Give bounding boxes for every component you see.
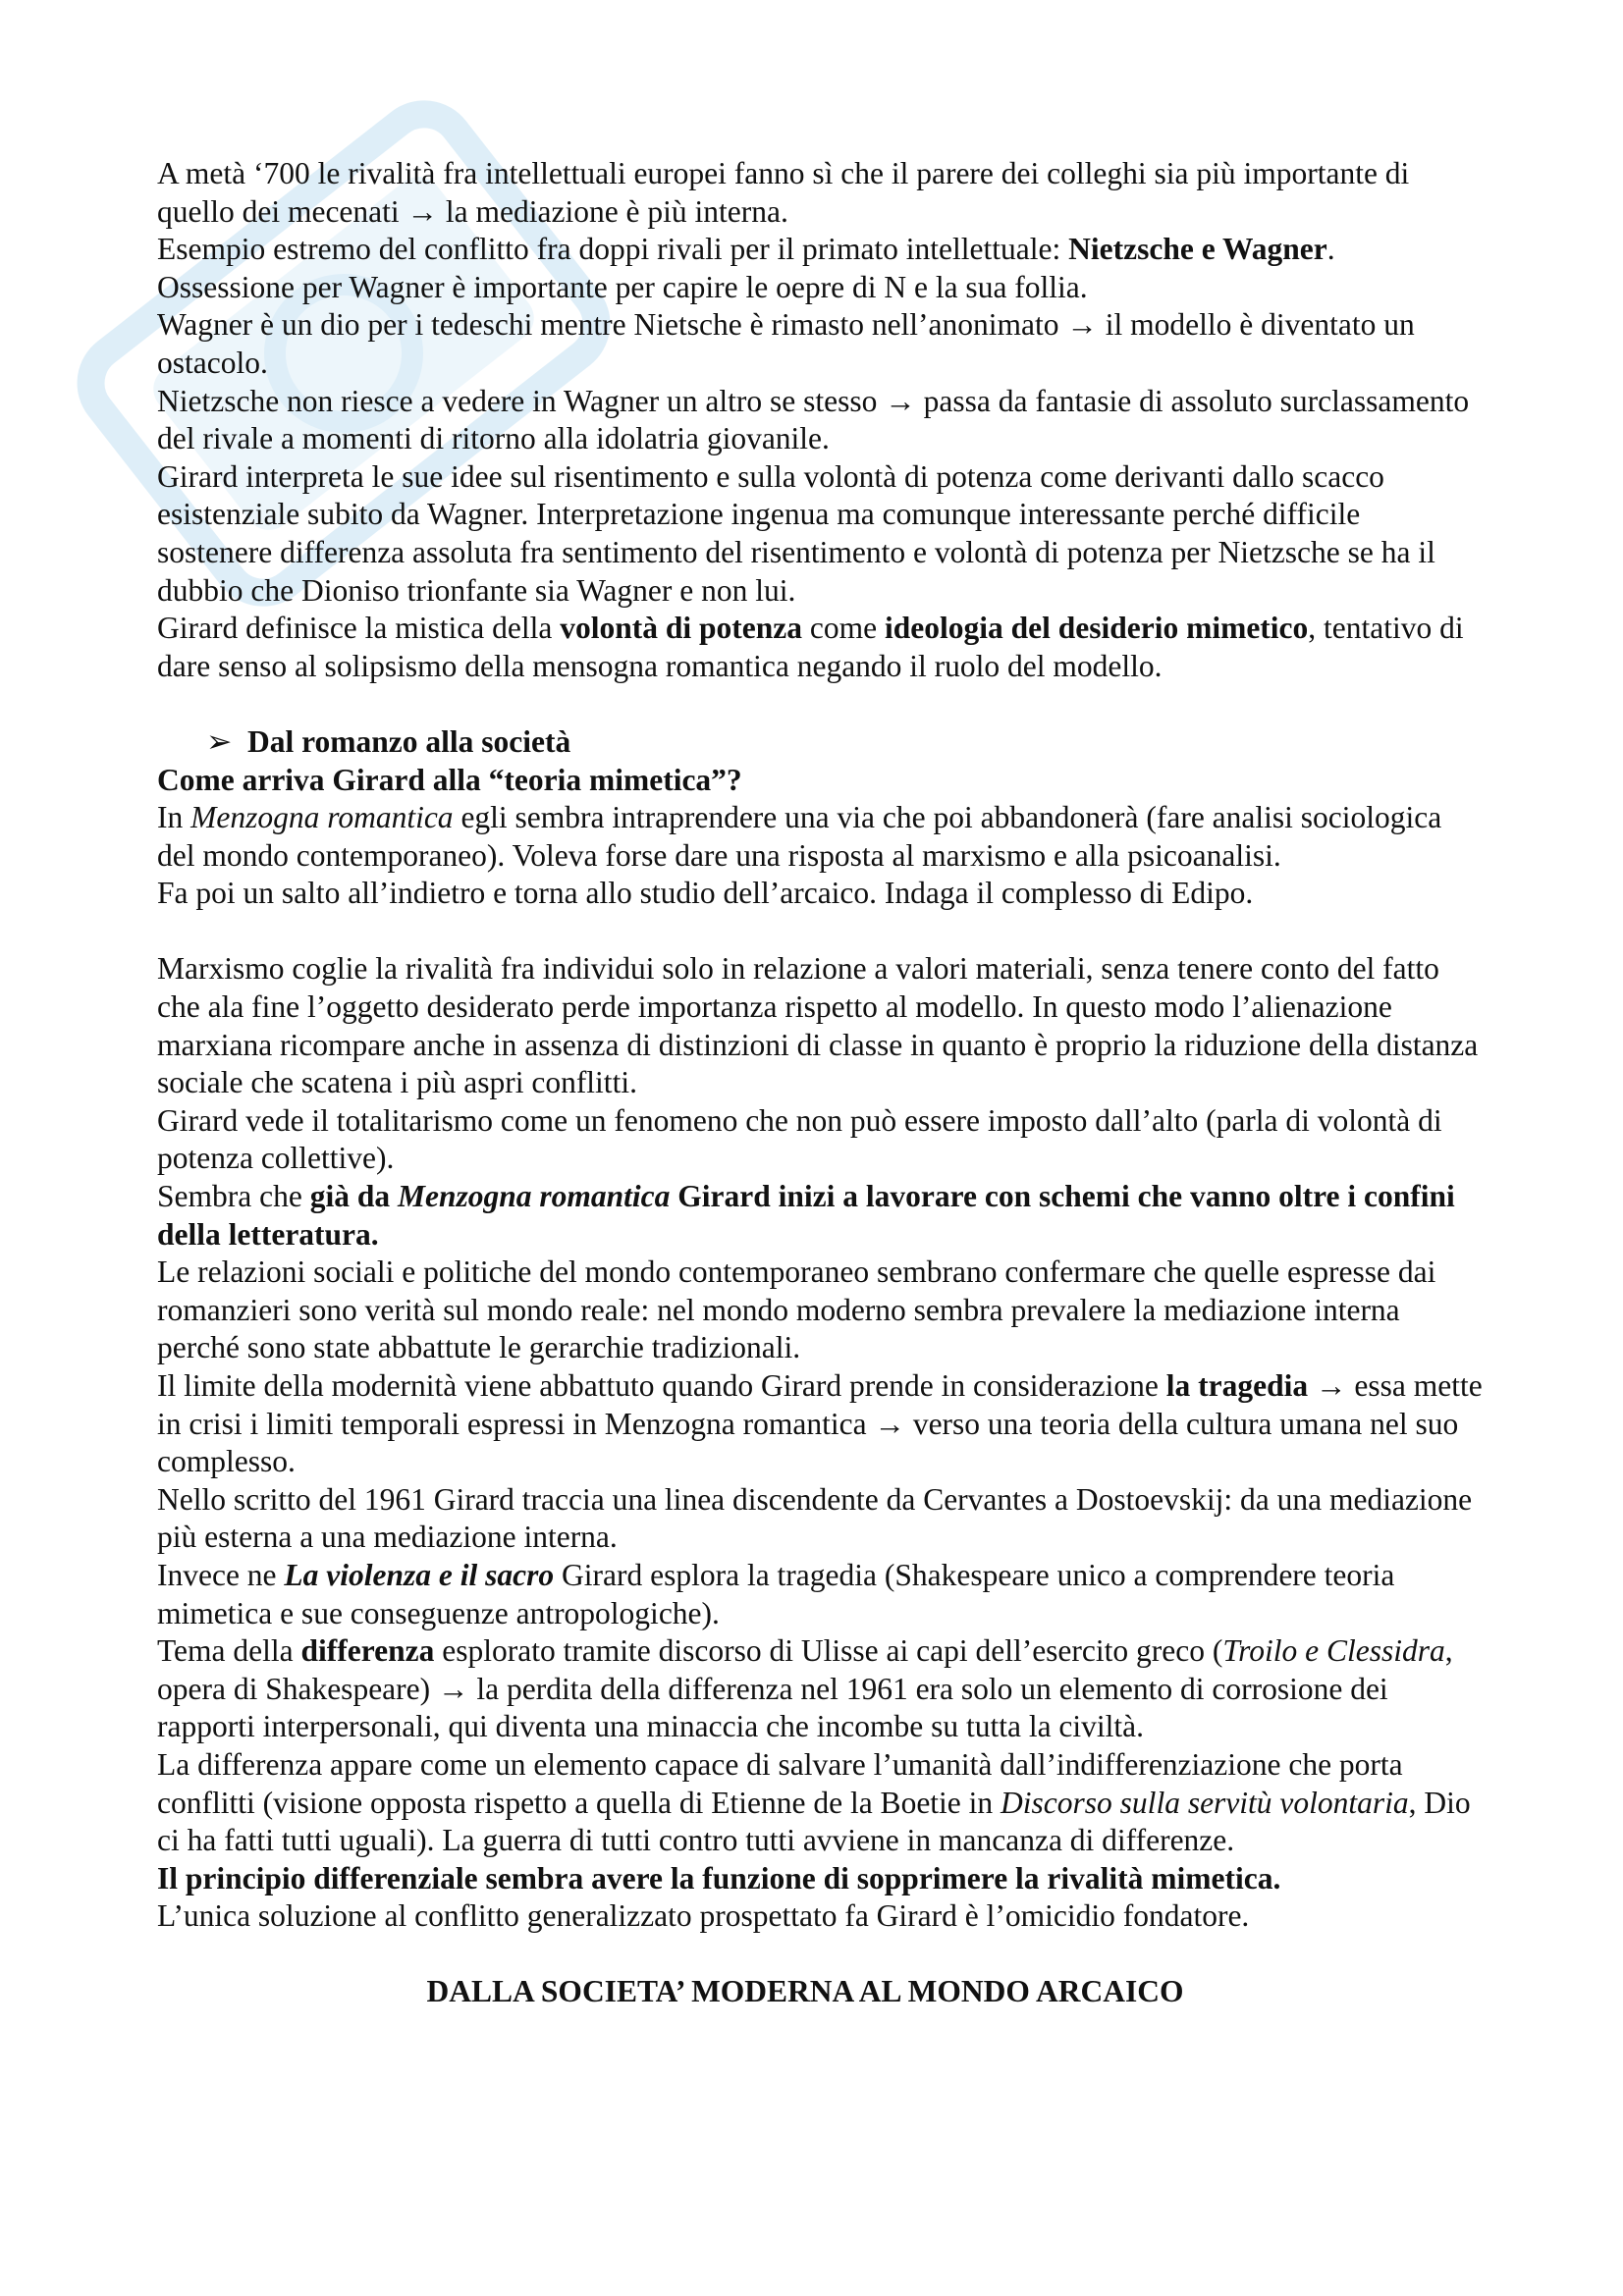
paragraph: Esempio estremo del conflitto fra doppi rivali per il primato intellettuale: Nietzsche e Wagner. — [157, 232, 1335, 267]
document-body — [157, 155, 1483, 2011]
paragraph: Invece ne La violenza e il sacro Girard esplora la tragedia (Shakespeare unico a comprendere teoria mimetica e sue conseguenze antropologiche). — [157, 1557, 1395, 1630]
bullet-heading: ➢ Dal romanzo alla società — [157, 723, 1483, 762]
paragraph: A metà ‘700 le rivalità fra intellettuali europei fanno sì che il parere dei colleghi sia più importante di quello dei mecenati → la mediazione è più interna. — [157, 156, 1410, 229]
section-heading: Come arriva Girard alla “teoria mimetica”? — [157, 762, 742, 797]
paragraph: Le relazioni sociali e politiche del mondo contemporaneo sembrano confermare che quelle espresse dai romanzieri sono verità sul mondo reale: nel mondo moderno sembra prevalere la mediazione interna perché sono state abbattute le gerarchie tradizionali. — [157, 1255, 1436, 1365]
chapter-title: DALLA SOCIETA’ MODERNA AL MONDO ARCAICO — [426, 1973, 1184, 2008]
paragraph: L’unica soluzione al conflitto generalizzato prospettato fa Girard è l’omicidio fondatore. — [157, 1898, 1250, 1934]
paragraph: Tema della differenza esplorato tramite discorso di Ulisse ai capi dell’esercito greco (Troilo e Clessidra, opera di Shakespeare) → la perdita della differenza nel 1961 era solo un elemento di corrosione dei rapporti interpersonali, qui diventa una minaccia che incombe su tutta la civiltà. — [157, 1633, 1453, 1744]
paragraph: Nietzsche non riesce a vedere in Wagner un altro se stesso → passa da fantasie di assoluto surclassamento del rivale a momenti di ritorno alla idolatria giovanile. — [157, 383, 1470, 456]
paragraph: Il principio differenziale sembra avere la funzione di sopprimere la rivalità mimetica. — [157, 1860, 1281, 1896]
paragraph: Fa poi un salto all’indietro e torna allo studio dell’arcaico. Indaga il complesso di Edipo. — [157, 876, 1254, 911]
paragraph: Ossessione per Wagner è importante per capire le oepre di N e la sua follia. — [157, 269, 1088, 304]
arrow-bullet-icon: ➢ — [206, 723, 233, 759]
paragraph: In Menzogna romantica egli sembra intraprendere una via che poi abbandonerà (fare analisi sociologica del mondo contemporaneo). Voleva forse dare una risposta al marxismo e alla psicoanalisi. — [157, 800, 1442, 873]
paragraph: Sembra che già da Menzogna romantica Girard inizi a lavorare con schemi che vanno oltre i confini della letteratura. — [157, 1179, 1455, 1252]
paragraph: Wagner è un dio per i tedeschi mentre Nietsche è rimasto nell’anonimato → il modello è diventato un ostacolo. — [157, 307, 1415, 380]
paragraph: Marxismo coglie la rivalità fra individui solo in relazione a valori materiali, senza tenere conto del fatto che ala fine l’oggetto desiderato perde importanza rispetto al modello. In questo modo l’alienazione marxiana ricompare anche in assenza di distinzioni di classe in quanto è proprio la riduzione della distanza sociale che scatena i più aspri conflitti. — [157, 951, 1479, 1100]
paragraph: Girard vede il totalitarismo come un fenomeno che non può essere imposto dall’alto (parla di volontà di potenza collettive). — [157, 1102, 1442, 1176]
paragraph: Il limite della modernità viene abbattuto quando Girard prende in considerazione la tragedia → essa mette in crisi i limiti temporali espressi in Menzogna romantica → verso una teoria della cultura umana nel suo complesso. — [157, 1368, 1483, 1479]
paragraph: Girard interpreta le sue idee sul risentimento e sulla volontà di potenza come derivanti dallo scacco esistenziale subito da Wagner. Interpretazione ingenua ma comunque interessante perché difficile sostenere differenza assoluta fra sentimento del risentimento e volontà di potenza per Nietzsche se ha il dubbio che Dioniso trionfante sia Wagner e non lui. — [157, 458, 1435, 608]
paragraph: Girard definisce la mistica della volontà di potenza come ideologia del desiderio mimetico, tentativo di dare senso al solipsismo della mensogna romantica negando il ruolo del modello. — [157, 611, 1464, 683]
paragraph: La differenza appare come un elemento capace di salvare l’umanità dall’indifferenziazione che porta conflitti (visione opposta rispetto a quella di Etienne de la Boetie in Discorso sulla servitù volontaria, Dio ci ha fatti tutti uguali). La guerra di tutti contro tutti avviene in mancanza di differenze. — [157, 1746, 1471, 1858]
paragraph: Nello scritto del 1961 Girard traccia una linea discendente da Cervantes a Dostoevskij: da una mediazione più esterna a una mediazione interna. — [157, 1481, 1473, 1555]
